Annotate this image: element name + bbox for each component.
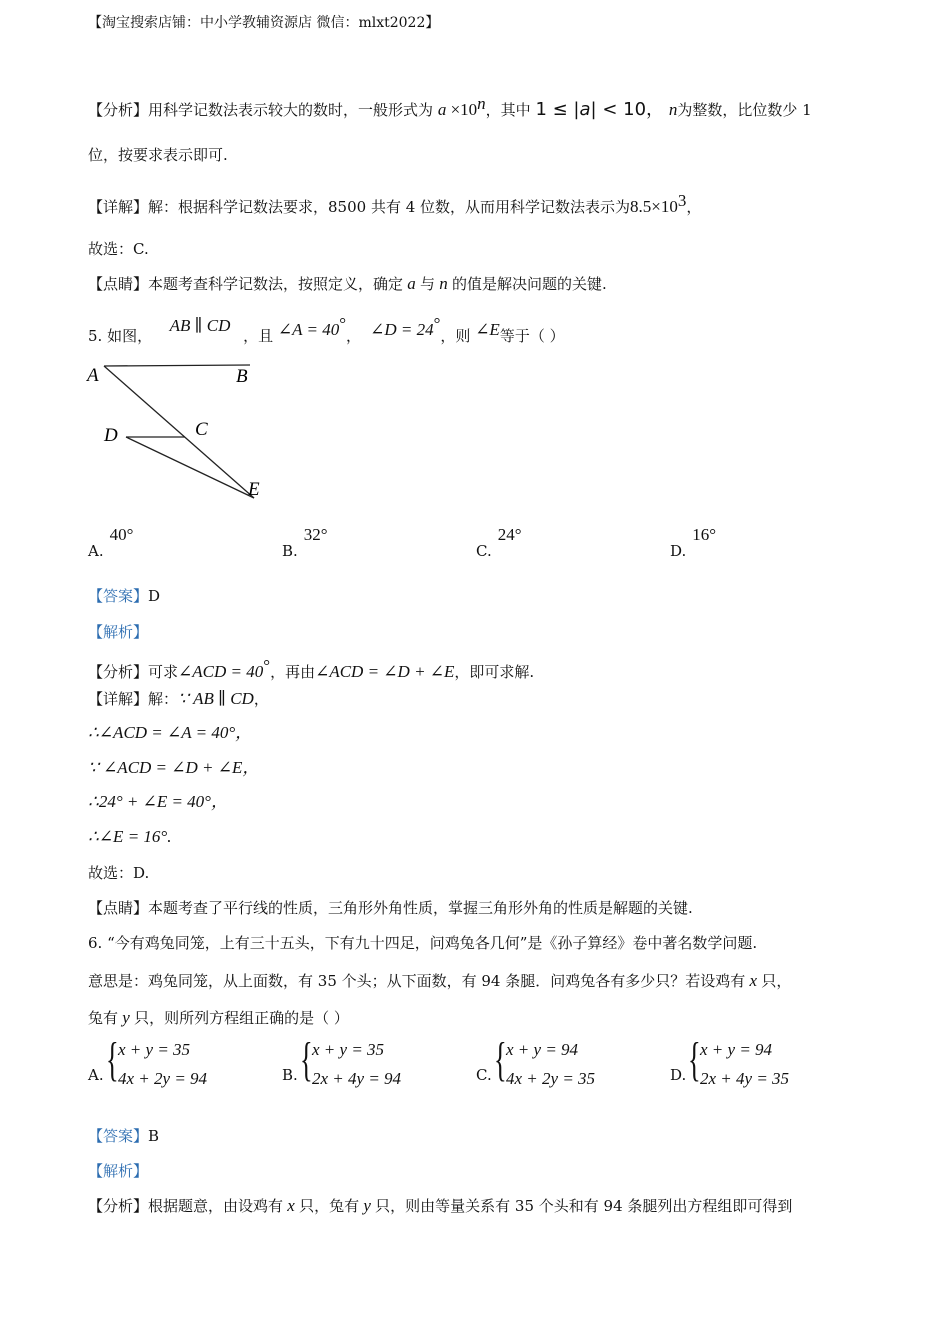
q6-option-a: A. { x + y = 35 4x + 2y = 94	[88, 1033, 208, 1088]
q5-comment: 【点睛】本题考查了平行线的性质，三角形外角性质，掌握三角形外角的性质是解题的关键.	[88, 899, 693, 917]
q6-line-1: 6. “今有鸡兔同笼，上有三十五头，下有九十四足，问鸡兔各几何”是《孙子算经》卷中著名数学问题.	[88, 934, 758, 952]
q6-option-d: D. { x + y = 94 2x + 4y = 35	[670, 1033, 790, 1088]
page-header: 【淘宝搜索店铺：中小学教辅资源店 微信：mlxt2022】	[88, 15, 440, 31]
q5-step-4: ∴∠E = 16°.	[88, 827, 172, 846]
q4-analysis: 【分析】用科学记数法表示较大的数时，一般形式为 $a \times 10^n$，其中 1 ≤ |a| < 10， n为整数，比位数少 1	[88, 94, 812, 120]
label-b: B	[236, 366, 248, 387]
label-c: C	[195, 419, 208, 440]
q5-answer: 【答案】D	[88, 587, 161, 605]
brace-icon: {	[106, 1033, 119, 1086]
line-de	[126, 437, 254, 498]
q6-line-2: 意思是：鸡兔同笼，从上面数，有 35 个头；从下面数，有 94 条腿．问鸡兔各有多少只？若设鸡有 x 只，	[88, 971, 792, 990]
q5-step-3: ∴24° + ∠E = 40°，	[88, 792, 228, 811]
q5-option-c: C.24°	[476, 525, 522, 560]
label-e: E	[248, 479, 260, 500]
brace-icon: {	[494, 1033, 507, 1086]
q6-option-b: B. { x + y = 35 2x + 4y = 94	[282, 1033, 402, 1088]
geometry-figure	[80, 355, 280, 515]
q5-parse-tag: 【解析】	[88, 623, 149, 641]
line-ab	[104, 365, 250, 366]
q6-analysis: 【分析】根据题意，由设鸡有 x 只，兔有 y 只，则由等量关系有 35 个头和有 94 条腿列出方程组即可得到	[88, 1196, 793, 1215]
q5-detail: 【详解】解：∵ AB ∥ CD，	[88, 689, 269, 708]
q4-choice: 故选：C.	[88, 240, 149, 258]
q5-step-1: ∴∠ACD = ∠A = 40°，	[88, 723, 253, 742]
q4-comment: 【点睛】本题考查科学记数法，按照定义，确定 a 与 n 的值是解决问题的关键.	[88, 274, 607, 293]
q6-option-c: C. { x + y = 94 4x + 2y = 35	[476, 1033, 596, 1088]
line-ae	[104, 366, 254, 498]
q5-option-a: A.40°	[88, 525, 134, 560]
q4-detail: 【详解】解：根据科学记数法要求，8500 共有 4 位数，从而用科学记数法表示为$8.5\times 10^3$，	[88, 191, 702, 216]
brace-icon: {	[300, 1033, 313, 1086]
label-d: D	[104, 425, 118, 446]
q5-choice: 故选：D.	[88, 864, 150, 882]
q5-option-d: D.16°	[670, 525, 717, 560]
q5-step-2: ∵ ∠ACD = ∠D + ∠E，	[88, 758, 260, 777]
label-a: A	[87, 365, 99, 386]
q6-parse-tag: 【解析】	[88, 1162, 149, 1180]
q4-analysis-line2: 位，按要求表示即可.	[88, 146, 228, 164]
q6-answer: 【答案】B	[88, 1127, 160, 1145]
q5-option-b: B.32°	[282, 525, 328, 560]
q6-line-3: 兔有 y 只，则所列方程组正确的是（ ）	[88, 1008, 349, 1027]
q5-analysis: 【分析】可求∠ACD = 40°，再由∠ACD = ∠D + ∠E，即可求解.	[88, 656, 535, 681]
q5-stem: 5. 如图， AB ∥ CD ，且 ∠A = 40°， ∠D = 24°，则 ∠E等于（ ）	[88, 314, 565, 345]
brace-icon: {	[688, 1033, 701, 1086]
